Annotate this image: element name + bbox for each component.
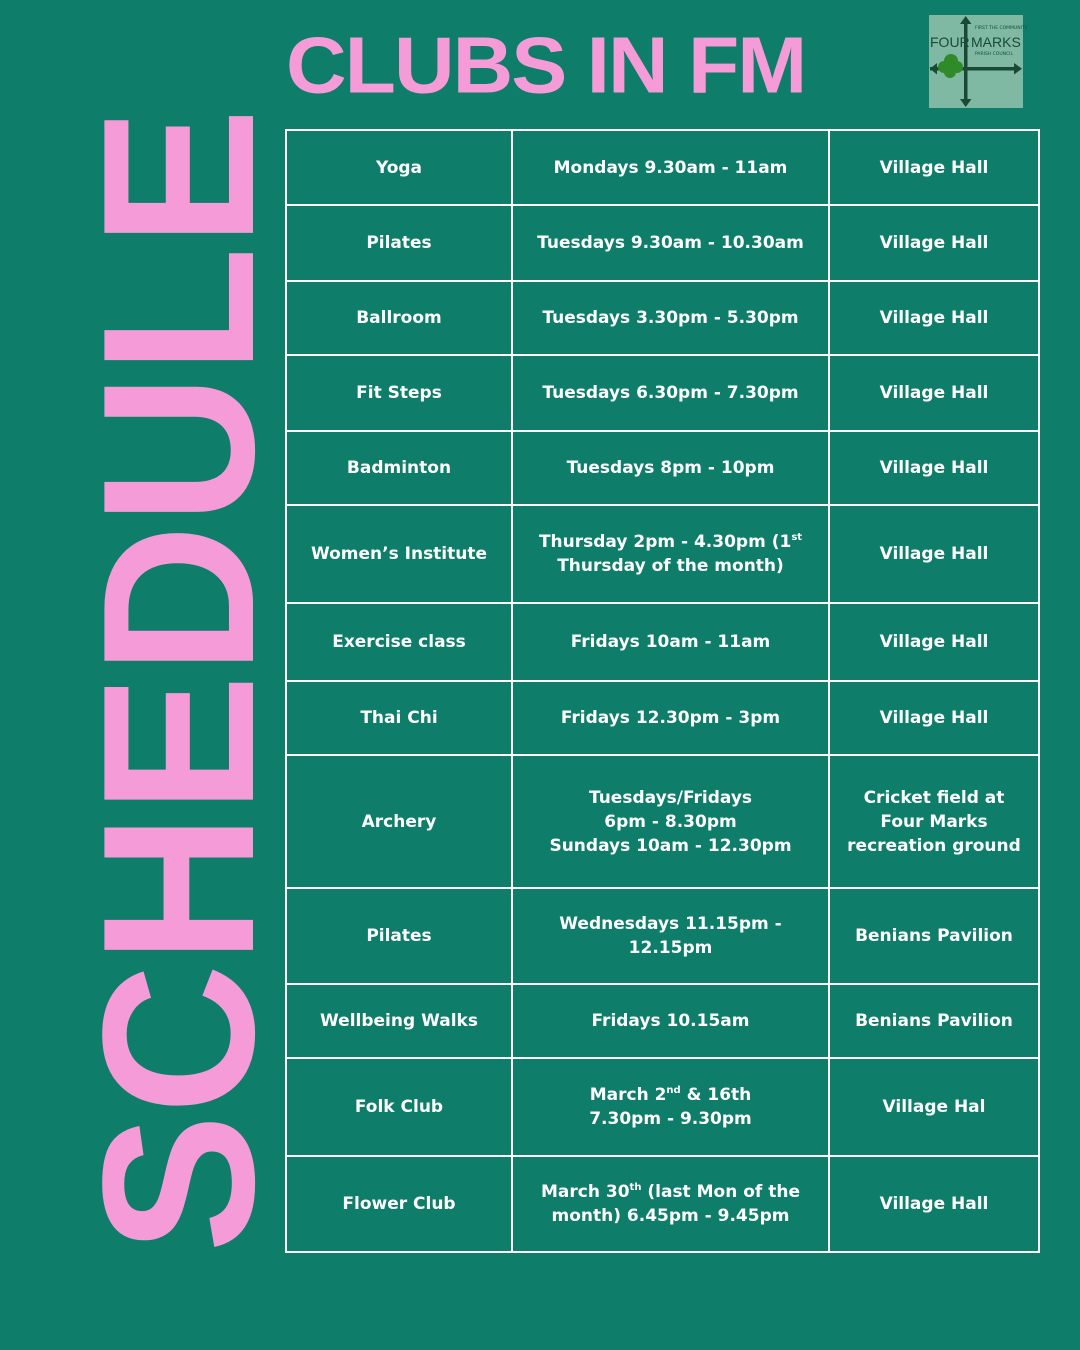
time-cell <box>512 1156 829 1252</box>
time-cell <box>512 755 829 888</box>
time-line: Fridays 10am - 11am <box>570 632 771 652</box>
time-line: 7.30pm - 9.30pm <box>589 1109 752 1129</box>
club-name-cell: Pilates <box>286 888 512 984</box>
time-cell <box>512 355 829 431</box>
club-name-cell: Folk Club <box>286 1058 512 1156</box>
club-name-cell: Yoga <box>286 130 512 205</box>
venue-line: Village Hall <box>879 157 989 178</box>
venue-cell <box>829 205 1039 281</box>
venue-line: Cricket field at <box>863 787 1005 808</box>
time-line: March 2 <box>589 1085 667 1105</box>
club-name-cell: Pilates <box>286 205 512 281</box>
club-name-cell: Archery <box>286 755 512 888</box>
table-row <box>286 431 1039 505</box>
time-line: Fridays 12.30pm - 3pm <box>560 708 781 728</box>
venue-cell <box>829 603 1039 681</box>
club-name-cell: Fit Steps <box>286 355 512 431</box>
venue-line: Village Hall <box>879 632 989 652</box>
time-line: Mondays 9.30am - 11am <box>553 157 788 178</box>
schedule-vertical-svg <box>57 64 299 1253</box>
time-line: Fridays 10.15am <box>591 1011 750 1031</box>
venue-line: Village Hall <box>879 308 989 328</box>
venue-line: Benians Pavilion <box>855 926 1013 946</box>
logo-text-right: MARKS <box>971 34 1021 50</box>
venue-cell <box>829 355 1039 431</box>
time-line: 6pm - 8.30pm <box>604 811 737 832</box>
table-row <box>286 755 1039 888</box>
venue-line: Village Hall <box>879 383 989 403</box>
time-line: Sundays 10am - 12.30pm <box>549 835 792 856</box>
time-cell <box>512 505 829 603</box>
ordinal-suffix: th <box>629 1182 642 1193</box>
venue-cell <box>829 130 1039 205</box>
venue-cell <box>829 1058 1039 1156</box>
table-row <box>286 984 1039 1058</box>
time-line: March 30 <box>541 1182 630 1202</box>
time-line: Thursday 2pm - 4.30pm (1 <box>538 532 792 552</box>
time-line: month) 6.45pm - 9.45pm <box>551 1206 790 1226</box>
side-title-text: SCHEDULE <box>57 64 299 1253</box>
table-row <box>286 281 1039 355</box>
time-cell <box>512 984 829 1058</box>
venue-line: Village Hall <box>879 233 989 253</box>
club-name-cell: Badminton <box>286 431 512 505</box>
venue-cell <box>829 431 1039 505</box>
venue-cell <box>829 1156 1039 1252</box>
time-cell <box>512 681 829 755</box>
time-cell <box>512 1058 829 1156</box>
venue-line: Benians Pavilion <box>855 1011 1013 1031</box>
time-line: 12.15pm <box>628 938 713 958</box>
venue-cell <box>829 984 1039 1058</box>
ordinal-suffix: st <box>791 532 803 543</box>
logo-text-sub: PARISH COUNCIL <box>975 52 1013 57</box>
ordinal-suffix: nd <box>666 1085 681 1096</box>
table-row <box>286 355 1039 431</box>
time-cell <box>512 603 829 681</box>
time-line: Tuesdays 8pm - 10pm <box>566 458 775 478</box>
club-name-cell: Flower Club <box>286 1156 512 1252</box>
schedule-table-body <box>286 130 1039 1252</box>
table-row <box>286 1058 1039 1156</box>
time-line: Tuesdays 9.30am - 10.30am <box>537 233 804 253</box>
table-row <box>286 888 1039 984</box>
club-name-cell: Exercise class <box>286 603 512 681</box>
time-line: Thursday of the month) <box>557 556 784 576</box>
time-line: Tuesdays/Fridays <box>588 787 753 808</box>
club-name-cell: Thai Chi <box>286 681 512 755</box>
venue-cell <box>829 888 1039 984</box>
club-name-cell: Ballroom <box>286 281 512 355</box>
table-row <box>286 603 1039 681</box>
table-row <box>286 205 1039 281</box>
time-line: & 16th <box>680 1085 752 1105</box>
four-marks-logo-svg <box>929 15 1028 108</box>
venue-cell <box>829 505 1039 603</box>
time-cell <box>512 130 829 205</box>
logo-text-left: FOUR <box>930 34 970 50</box>
venue-cell <box>829 281 1039 355</box>
schedule-vertical-title <box>57 64 299 1253</box>
time-line: Tuesdays 3.30pm - 5.30pm <box>542 308 799 328</box>
venue-line: recreation ground <box>847 835 1021 856</box>
club-name-cell: Women’s Institute <box>286 505 512 603</box>
venue-line: Village Hall <box>879 458 989 478</box>
time-cell <box>512 888 829 984</box>
four-marks-logo <box>929 15 1028 108</box>
time-line: Tuesdays 6.30pm - 7.30pm <box>542 383 799 403</box>
table-row <box>286 130 1039 205</box>
venue-cell <box>829 681 1039 755</box>
venue-cell <box>829 755 1039 888</box>
venue-line: Village Hal <box>882 1097 986 1117</box>
venue-line: Village Hall <box>879 708 989 728</box>
page-title: CLUBS IN FM <box>286 20 806 110</box>
table-row <box>286 505 1039 603</box>
time-line: Wednesdays 11.15pm - <box>559 914 782 934</box>
schedule-table <box>285 129 1040 1253</box>
venue-line: Village Hall <box>879 1194 989 1214</box>
club-name-cell: Wellbeing Walks <box>286 984 512 1058</box>
time-line: (last Mon of the <box>641 1182 800 1202</box>
time-cell <box>512 431 829 505</box>
venue-line: Village Hall <box>879 544 989 564</box>
table-row <box>286 1156 1039 1252</box>
logo-text-top: FIRST THE COMMUNITY <box>975 26 1028 31</box>
table-row <box>286 681 1039 755</box>
venue-line: Four Marks <box>880 811 988 832</box>
time-cell <box>512 205 829 281</box>
time-cell <box>512 281 829 355</box>
